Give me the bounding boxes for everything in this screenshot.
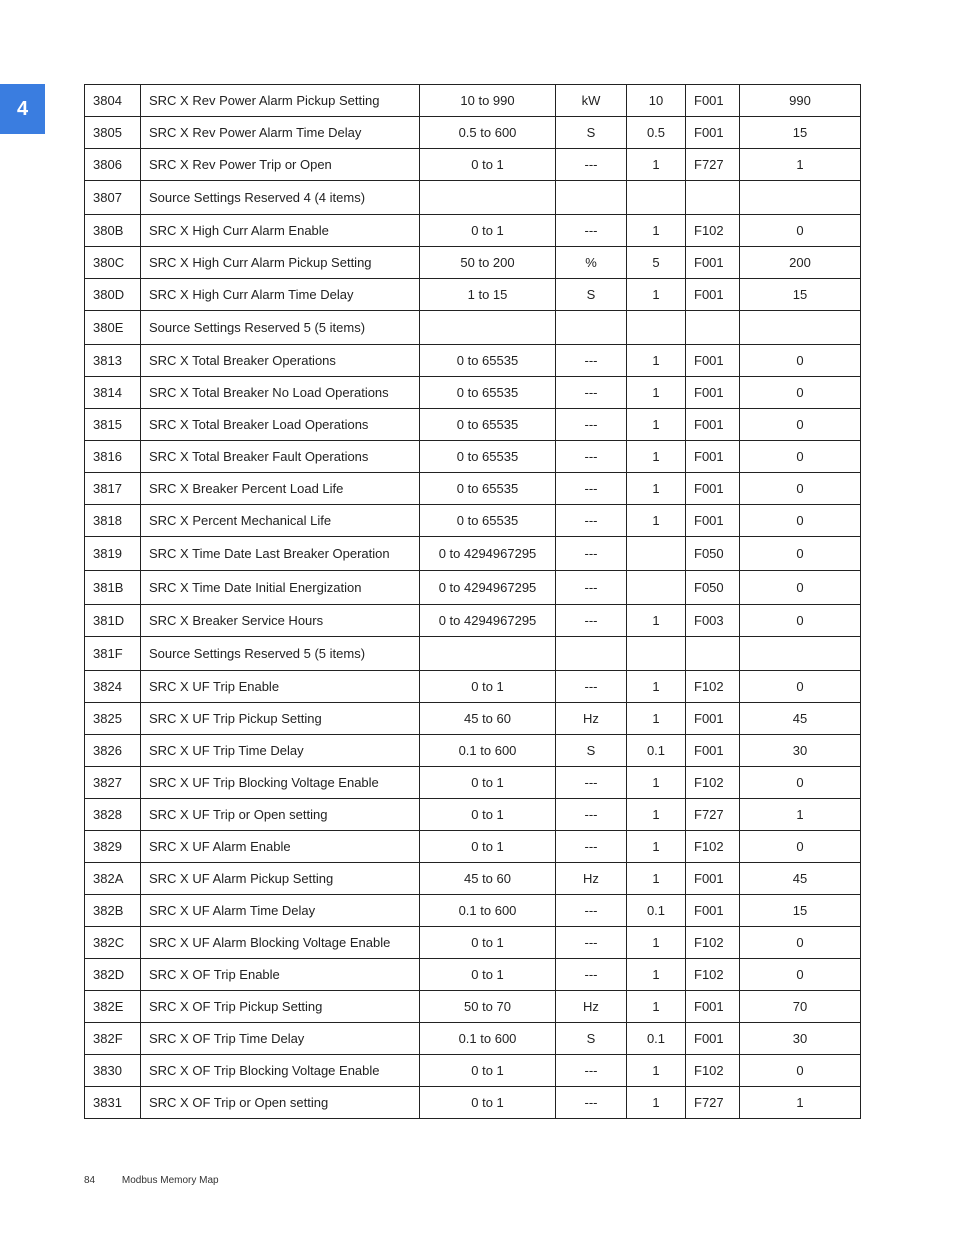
step-cell [627, 311, 686, 345]
table-row [85, 571, 861, 605]
step-cell: 1 [627, 1055, 686, 1087]
format-cell: F001 [686, 505, 740, 537]
range-cell: 0 to 1 [420, 1055, 556, 1087]
range-cell: 0 to 65535 [420, 409, 556, 441]
format-cell: F102 [686, 927, 740, 959]
range-cell: 50 to 200 [420, 247, 556, 279]
description-cell: SRC X UF Trip Pickup Setting [141, 703, 420, 735]
address-cell: 3831 [85, 1087, 141, 1119]
page-footer [84, 1175, 219, 1186]
address-cell: 382A [85, 863, 141, 895]
table-row [85, 1087, 861, 1119]
description-cell: SRC X UF Alarm Blocking Voltage Enable [141, 927, 420, 959]
section-title: Modbus Memory Map [121, 1175, 219, 1186]
table-row [85, 863, 861, 895]
step-cell: 1 [627, 991, 686, 1023]
address-cell: 3826 [85, 735, 141, 767]
table-row [85, 895, 861, 927]
default-cell: 990 [740, 85, 861, 117]
format-cell: F001 [686, 85, 740, 117]
step-cell: 1 [627, 505, 686, 537]
format-cell: F001 [686, 991, 740, 1023]
units-cell: --- [556, 441, 627, 473]
range-cell: 0 to 65535 [420, 377, 556, 409]
step-cell [627, 571, 686, 605]
units-cell: --- [556, 215, 627, 247]
description-cell: SRC X Time Date Last Breaker Operation [141, 537, 420, 571]
address-cell: 3827 [85, 767, 141, 799]
address-cell: 3819 [85, 537, 141, 571]
description-cell: SRC X High Curr Alarm Enable [141, 215, 420, 247]
table-row [85, 505, 861, 537]
table-row [85, 473, 861, 505]
default-cell: 0 [740, 215, 861, 247]
page-number: 84 [84, 1175, 96, 1186]
description-cell: SRC X Breaker Percent Load Life [141, 473, 420, 505]
step-cell [627, 181, 686, 215]
default-cell: 0 [740, 537, 861, 571]
table-row [85, 409, 861, 441]
range-cell: 45 to 60 [420, 703, 556, 735]
address-cell: 380C [85, 247, 141, 279]
range-cell: 1 to 15 [420, 279, 556, 311]
format-cell [686, 637, 740, 671]
table-row [85, 703, 861, 735]
default-cell: 0 [740, 473, 861, 505]
range-cell: 0 to 1 [420, 959, 556, 991]
range-cell: 0 to 1 [420, 671, 556, 703]
default-cell: 1 [740, 149, 861, 181]
default-cell: 1 [740, 1087, 861, 1119]
format-cell: F001 [686, 703, 740, 735]
table-row [85, 991, 861, 1023]
address-cell: 3806 [85, 149, 141, 181]
description-cell: SRC X Total Breaker Operations [141, 345, 420, 377]
description-cell: Source Settings Reserved 5 (5 items) [141, 637, 420, 671]
default-cell: 0 [740, 377, 861, 409]
default-cell: 15 [740, 895, 861, 927]
format-cell: F001 [686, 473, 740, 505]
table-row [85, 959, 861, 991]
default-cell: 0 [740, 831, 861, 863]
default-cell: 0 [740, 571, 861, 605]
range-cell: 0.1 to 600 [420, 735, 556, 767]
address-cell: 380E [85, 311, 141, 345]
units-cell: % [556, 247, 627, 279]
default-cell: 0 [740, 441, 861, 473]
units-cell: --- [556, 927, 627, 959]
units-cell: --- [556, 1055, 627, 1087]
step-cell: 0.1 [627, 1023, 686, 1055]
units-cell: --- [556, 767, 627, 799]
step-cell: 1 [627, 959, 686, 991]
range-cell: 0 to 4294967295 [420, 571, 556, 605]
description-cell: SRC X High Curr Alarm Pickup Setting [141, 247, 420, 279]
address-cell: 382C [85, 927, 141, 959]
default-cell: 70 [740, 991, 861, 1023]
address-cell: 3830 [85, 1055, 141, 1087]
table-row [85, 181, 861, 215]
range-cell: 0 to 1 [420, 767, 556, 799]
address-cell: 3825 [85, 703, 141, 735]
table-row [85, 149, 861, 181]
step-cell: 5 [627, 247, 686, 279]
units-cell: --- [556, 149, 627, 181]
format-cell: F001 [686, 863, 740, 895]
format-cell: F050 [686, 537, 740, 571]
units-cell: --- [556, 895, 627, 927]
range-cell: 45 to 60 [420, 863, 556, 895]
range-cell [420, 181, 556, 215]
address-cell: 3815 [85, 409, 141, 441]
address-cell: 380B [85, 215, 141, 247]
units-cell: --- [556, 377, 627, 409]
units-cell: --- [556, 671, 627, 703]
description-cell: Source Settings Reserved 4 (4 items) [141, 181, 420, 215]
step-cell: 1 [627, 831, 686, 863]
range-cell: 50 to 70 [420, 991, 556, 1023]
format-cell: F001 [686, 1023, 740, 1055]
description-cell: SRC X OF Trip Time Delay [141, 1023, 420, 1055]
range-cell: 0.5 to 600 [420, 117, 556, 149]
units-cell [556, 637, 627, 671]
address-cell: 3813 [85, 345, 141, 377]
default-cell: 200 [740, 247, 861, 279]
step-cell: 1 [627, 767, 686, 799]
format-cell: F102 [686, 767, 740, 799]
step-cell: 1 [627, 377, 686, 409]
format-cell: F102 [686, 1055, 740, 1087]
units-cell [556, 181, 627, 215]
step-cell: 1 [627, 927, 686, 959]
default-cell: 0 [740, 959, 861, 991]
default-cell: 1 [740, 799, 861, 831]
description-cell: SRC X UF Alarm Pickup Setting [141, 863, 420, 895]
address-cell: 381F [85, 637, 141, 671]
default-cell: 0 [740, 505, 861, 537]
default-cell [740, 311, 861, 345]
format-cell: F102 [686, 215, 740, 247]
table-row [85, 1055, 861, 1087]
units-cell: --- [556, 473, 627, 505]
default-cell: 15 [740, 117, 861, 149]
units-cell: --- [556, 571, 627, 605]
default-cell: 0 [740, 345, 861, 377]
range-cell: 0 to 1 [420, 927, 556, 959]
description-cell: SRC X Total Breaker No Load Operations [141, 377, 420, 409]
format-cell [686, 181, 740, 215]
address-cell: 381B [85, 571, 141, 605]
table-row [85, 311, 861, 345]
description-cell: SRC X Total Breaker Load Operations [141, 409, 420, 441]
range-cell: 0.1 to 600 [420, 1023, 556, 1055]
description-cell: SRC X High Curr Alarm Time Delay [141, 279, 420, 311]
units-cell: --- [556, 409, 627, 441]
step-cell [627, 637, 686, 671]
description-cell: Source Settings Reserved 5 (5 items) [141, 311, 420, 345]
units-cell: --- [556, 605, 627, 637]
address-cell: 3814 [85, 377, 141, 409]
description-cell: SRC X UF Trip or Open setting [141, 799, 420, 831]
table-row [85, 831, 861, 863]
default-cell: 0 [740, 671, 861, 703]
units-cell: Hz [556, 863, 627, 895]
step-cell: 1 [627, 863, 686, 895]
table-row [85, 441, 861, 473]
step-cell: 1 [627, 279, 686, 311]
step-cell: 0.1 [627, 735, 686, 767]
range-cell: 0.1 to 600 [420, 895, 556, 927]
table-row [85, 637, 861, 671]
range-cell: 0 to 1 [420, 831, 556, 863]
table-body [85, 85, 861, 1119]
format-cell: F001 [686, 247, 740, 279]
address-cell: 3828 [85, 799, 141, 831]
range-cell: 0 to 4294967295 [420, 605, 556, 637]
format-cell: F001 [686, 345, 740, 377]
description-cell: SRC X Rev Power Trip or Open [141, 149, 420, 181]
address-cell: 3824 [85, 671, 141, 703]
address-cell: 3817 [85, 473, 141, 505]
step-cell: 1 [627, 345, 686, 377]
step-cell: 1 [627, 149, 686, 181]
range-cell: 0 to 1 [420, 149, 556, 181]
step-cell: 1 [627, 409, 686, 441]
units-cell: kW [556, 85, 627, 117]
range-cell: 0 to 1 [420, 799, 556, 831]
units-cell: --- [556, 1087, 627, 1119]
description-cell: SRC X UF Trip Enable [141, 671, 420, 703]
address-cell: 3805 [85, 117, 141, 149]
description-cell: SRC X UF Alarm Time Delay [141, 895, 420, 927]
format-cell: F102 [686, 831, 740, 863]
description-cell: SRC X UF Trip Blocking Voltage Enable [141, 767, 420, 799]
table-row [85, 1023, 861, 1055]
table-row [85, 215, 861, 247]
table-row [85, 767, 861, 799]
default-cell: 30 [740, 735, 861, 767]
address-cell: 382B [85, 895, 141, 927]
range-cell: 0 to 4294967295 [420, 537, 556, 571]
format-cell: F001 [686, 117, 740, 149]
range-cell: 0 to 65535 [420, 441, 556, 473]
table-row [85, 377, 861, 409]
range-cell: 0 to 1 [420, 1087, 556, 1119]
description-cell: SRC X OF Trip or Open setting [141, 1087, 420, 1119]
table-row [85, 85, 861, 117]
table-row [85, 927, 861, 959]
format-cell: F001 [686, 279, 740, 311]
default-cell: 0 [740, 927, 861, 959]
step-cell: 1 [627, 473, 686, 505]
description-cell: SRC X UF Trip Time Delay [141, 735, 420, 767]
format-cell: F727 [686, 1087, 740, 1119]
description-cell: SRC X Percent Mechanical Life [141, 505, 420, 537]
format-cell: F727 [686, 799, 740, 831]
address-cell: 3804 [85, 85, 141, 117]
format-cell: F102 [686, 959, 740, 991]
range-cell [420, 311, 556, 345]
range-cell [420, 637, 556, 671]
step-cell: 1 [627, 605, 686, 637]
description-cell: SRC X Time Date Initial Energization [141, 571, 420, 605]
step-cell [627, 537, 686, 571]
units-cell: --- [556, 831, 627, 863]
units-cell: S [556, 1023, 627, 1055]
address-cell: 381D [85, 605, 141, 637]
default-cell: 0 [740, 1055, 861, 1087]
step-cell: 1 [627, 215, 686, 247]
default-cell: 0 [740, 605, 861, 637]
table-row [85, 117, 861, 149]
format-cell: F001 [686, 895, 740, 927]
range-cell: 10 to 990 [420, 85, 556, 117]
units-cell: --- [556, 799, 627, 831]
range-cell: 0 to 1 [420, 215, 556, 247]
units-cell: Hz [556, 703, 627, 735]
table-row [85, 247, 861, 279]
format-cell: F050 [686, 571, 740, 605]
address-cell: 382D [85, 959, 141, 991]
units-cell: --- [556, 345, 627, 377]
default-cell [740, 181, 861, 215]
table-row [85, 671, 861, 703]
table-row [85, 735, 861, 767]
format-cell [686, 311, 740, 345]
range-cell: 0 to 65535 [420, 473, 556, 505]
default-cell: 30 [740, 1023, 861, 1055]
default-cell: 0 [740, 767, 861, 799]
units-cell: S [556, 735, 627, 767]
address-cell: 3818 [85, 505, 141, 537]
address-cell: 3816 [85, 441, 141, 473]
step-cell: 1 [627, 671, 686, 703]
description-cell: SRC X Rev Power Alarm Pickup Setting [141, 85, 420, 117]
format-cell: F001 [686, 735, 740, 767]
units-cell: S [556, 117, 627, 149]
default-cell: 45 [740, 863, 861, 895]
description-cell: SRC X OF Trip Enable [141, 959, 420, 991]
format-cell: F001 [686, 377, 740, 409]
description-cell: SRC X OF Trip Blocking Voltage Enable [141, 1055, 420, 1087]
step-cell: 1 [627, 441, 686, 473]
default-cell: 15 [740, 279, 861, 311]
format-cell: F102 [686, 671, 740, 703]
default-cell: 0 [740, 409, 861, 441]
address-cell: 380D [85, 279, 141, 311]
range-cell: 0 to 65535 [420, 345, 556, 377]
units-cell [556, 311, 627, 345]
format-cell: F001 [686, 441, 740, 473]
address-cell: 3829 [85, 831, 141, 863]
step-cell: 10 [627, 85, 686, 117]
range-cell: 0 to 65535 [420, 505, 556, 537]
description-cell: SRC X Breaker Service Hours [141, 605, 420, 637]
units-cell: --- [556, 537, 627, 571]
table-row [85, 799, 861, 831]
description-cell: SRC X UF Alarm Enable [141, 831, 420, 863]
step-cell: 1 [627, 703, 686, 735]
step-cell: 1 [627, 799, 686, 831]
address-cell: 3807 [85, 181, 141, 215]
format-cell: F003 [686, 605, 740, 637]
step-cell: 1 [627, 1087, 686, 1119]
default-cell: 45 [740, 703, 861, 735]
step-cell: 0.5 [627, 117, 686, 149]
format-cell: F727 [686, 149, 740, 181]
memory-map-table [84, 84, 861, 1119]
description-cell: SRC X Total Breaker Fault Operations [141, 441, 420, 473]
table-row [85, 279, 861, 311]
chapter-tab: 4 [0, 84, 45, 134]
table-row [85, 537, 861, 571]
default-cell [740, 637, 861, 671]
description-cell: SRC X OF Trip Pickup Setting [141, 991, 420, 1023]
units-cell: Hz [556, 991, 627, 1023]
format-cell: F001 [686, 409, 740, 441]
address-cell: 382E [85, 991, 141, 1023]
address-cell: 382F [85, 1023, 141, 1055]
units-cell: --- [556, 505, 627, 537]
table-row [85, 345, 861, 377]
description-cell: SRC X Rev Power Alarm Time Delay [141, 117, 420, 149]
table-row [85, 605, 861, 637]
units-cell: --- [556, 959, 627, 991]
units-cell: S [556, 279, 627, 311]
step-cell: 0.1 [627, 895, 686, 927]
